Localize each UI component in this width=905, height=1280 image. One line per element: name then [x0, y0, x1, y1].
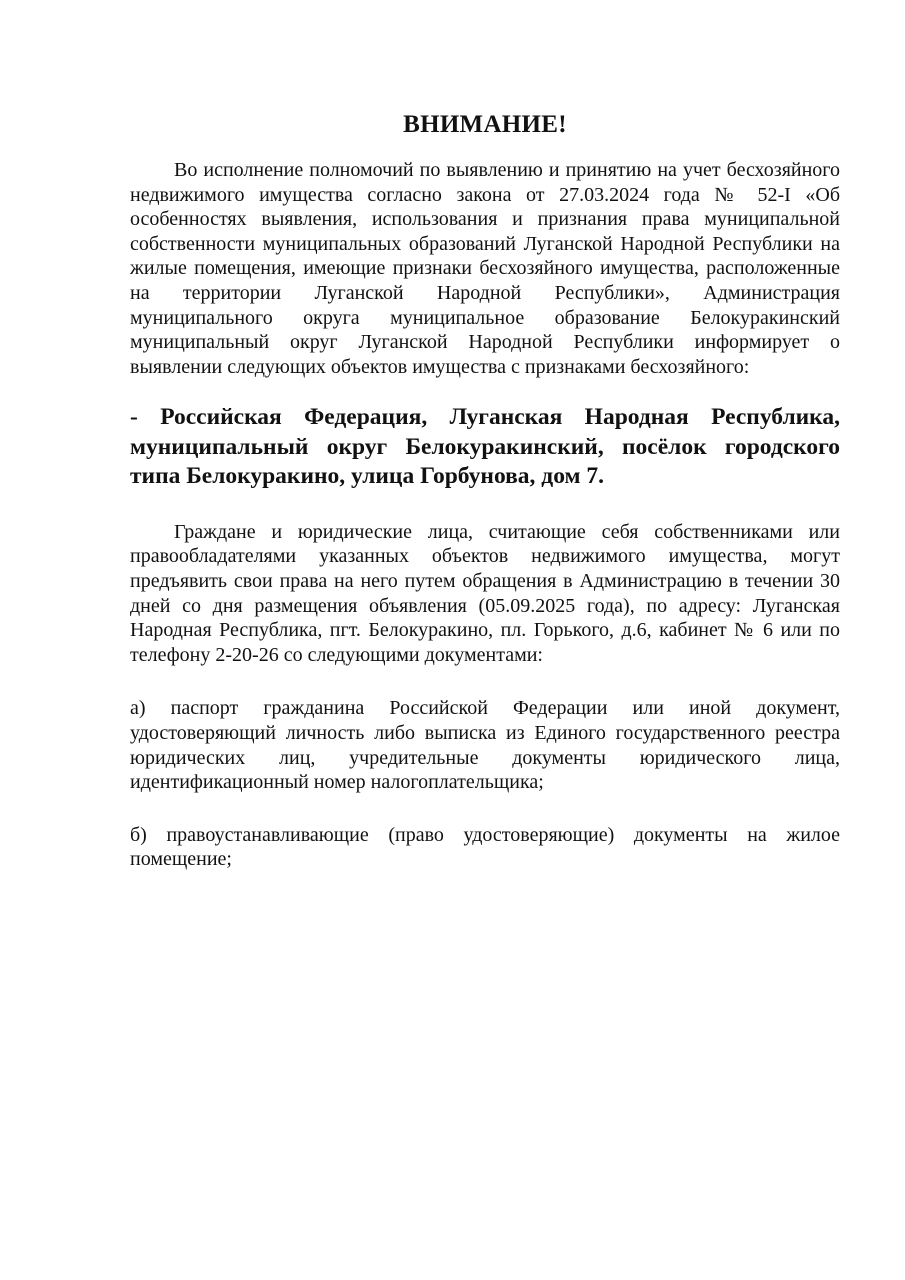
document-list-item-a: а) паспорт гражданина Российской Федерации или иной документ, удостоверяющий личность либо выписка из Единого государственного реестра юридических лиц, учредительные документы юридического лица, идентификационный номер налогоплательщика;: [130, 697, 840, 794]
document-body: [130, 108, 840, 872]
intro-paragraph: Во исполнение полномочий по выявлению и принятию на учет бесхозяйного недвижимого имущества согласно закона от 27.03.2024 года № 52-I «Об особенностях выявления, использования и признания права муниципальной собственности муниципальных образований Луганской Народной Республики на жилые помещения, имеющие признаки бесхозяйного имущества, расположенные на территории Луганской Народной Республики», Администрация муниципального округа муниципальное образование Белокуракинский муниципальный округ Луганской Народной Республики информирует о выявлении следующих объектов имущества с признаками бесхозяйного:: [130, 159, 840, 378]
property-address: - Российская Федерация, Луганская Народная Республика, муниципальный округ Белокуракинский, посёлок городского типа Белокуракино, улица Горбунова, дом 7.: [130, 404, 840, 490]
document-list-item-b: б) правоустанавливающие (право удостоверяющие) документы на жилое помещение;: [130, 823, 840, 871]
document-title: ВНИМАНИЕ!: [403, 111, 567, 138]
notice-paragraph: Граждане и юридические лица, считающие себя собственниками или правообладателями указанных объектов недвижимого имущества, могут предъявить свои права на него путем обращения в Администрацию в течении 30 дней со дня размещения объявления (05.09.2025 года), по адресу: Луганская Народная Республика, пгт. Белокуракино, пл. Горького, д.6, кабинет № 6 или по телефону 2-20-26 со следующими документами:: [130, 520, 840, 666]
